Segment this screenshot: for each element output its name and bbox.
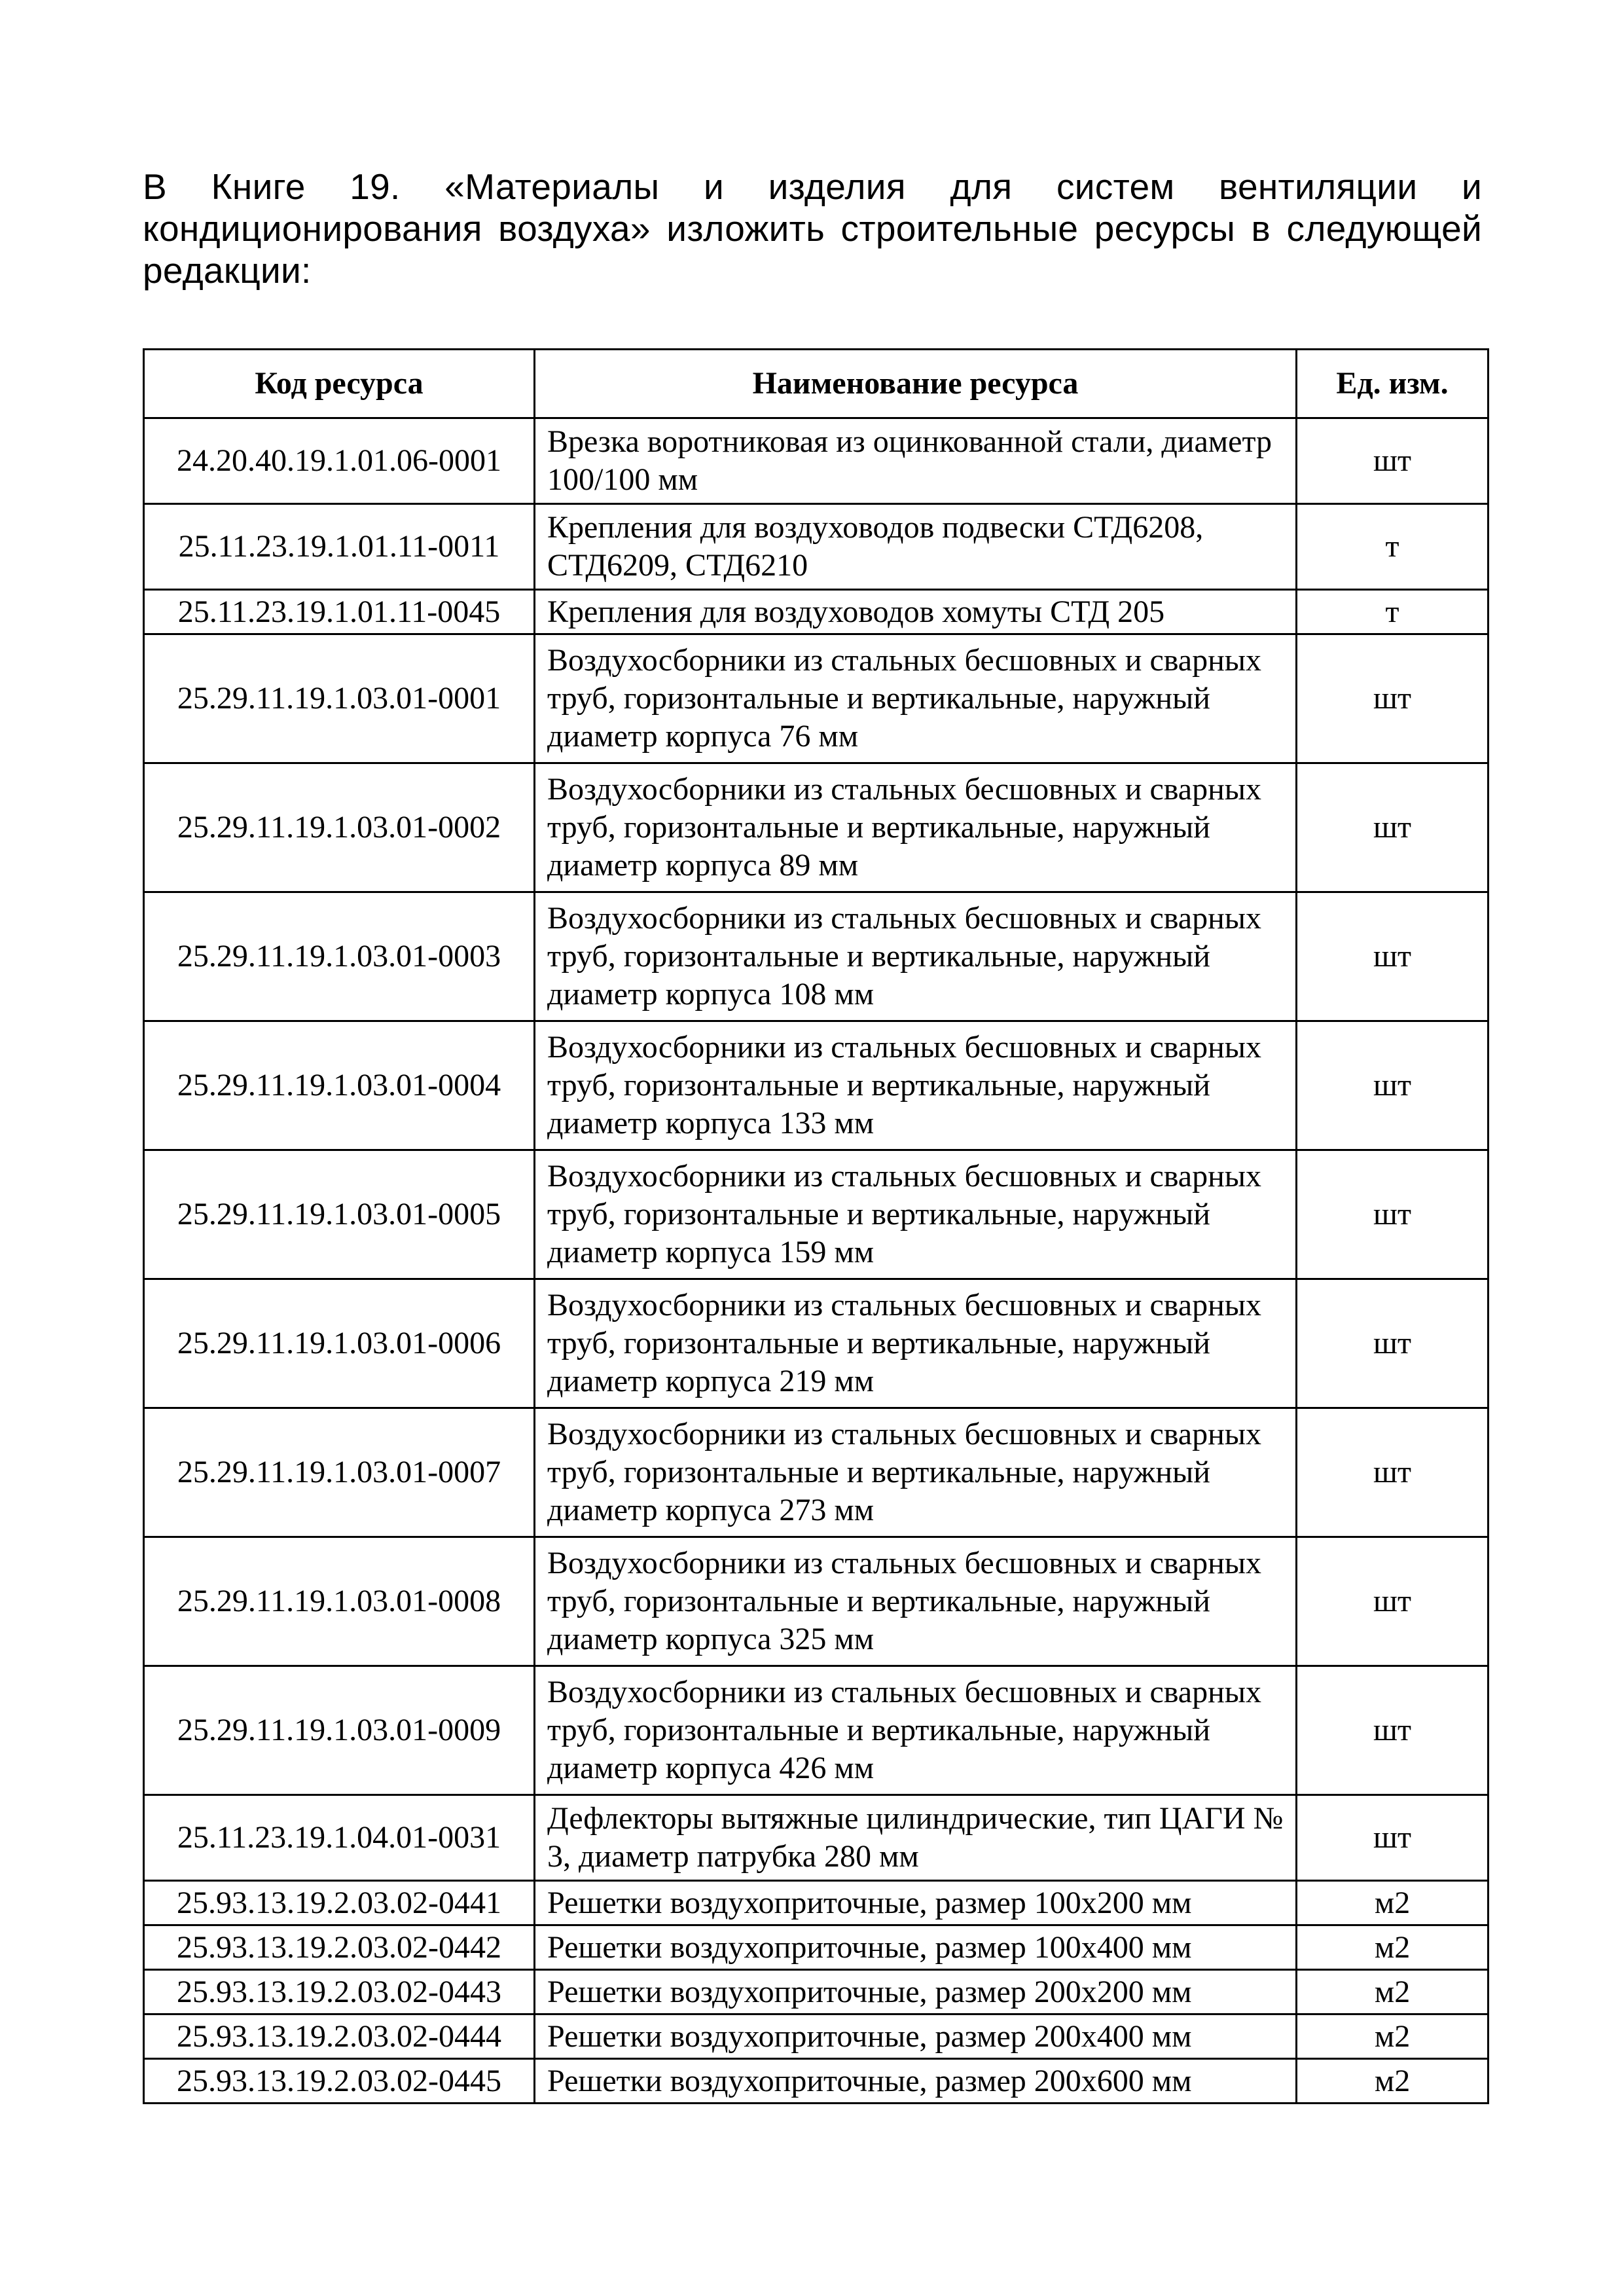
resource-code: 25.29.11.19.1.03.01-0001 xyxy=(144,634,535,763)
resource-name: Решетки воздухоприточные, размер 200х200 мм xyxy=(535,1970,1297,2014)
resource-code: 25.29.11.19.1.03.01-0008 xyxy=(144,1537,535,1666)
resource-code: 25.93.13.19.2.03.02-0442 xyxy=(144,1925,535,1970)
resource-name: Воздухосборники из стальных бесшовных и сварных труб, горизонтальные и вертикальные, наружный диаметр корпуса 159 мм xyxy=(535,1150,1297,1279)
resource-code: 25.29.11.19.1.03.01-0002 xyxy=(144,763,535,892)
resource-name: Воздухосборники из стальных бесшовных и сварных труб, горизонтальные и вертикальные, наружный диаметр корпуса 108 мм xyxy=(535,892,1297,1021)
table-row xyxy=(144,892,1489,1021)
resource-code: 25.29.11.19.1.03.01-0007 xyxy=(144,1408,535,1537)
resource-name: Крепления для воздуховодов хомуты СТД 205 xyxy=(535,590,1297,634)
resource-name: Крепления для воздуховодов подвески СТД6208, СТД6209, СТД6210 xyxy=(535,504,1297,590)
resource-code: 25.29.11.19.1.03.01-0006 xyxy=(144,1279,535,1408)
resource-name: Воздухосборники из стальных бесшовных и сварных труб, горизонтальные и вертикальные, наружный диаметр корпуса 273 мм xyxy=(535,1408,1297,1537)
resource-unit: шт xyxy=(1297,418,1489,504)
table-row xyxy=(144,590,1489,634)
table-row xyxy=(144,1666,1489,1795)
resource-name: Решетки воздухоприточные, размер 200х400 мм xyxy=(535,2014,1297,2059)
resource-unit: шт xyxy=(1297,1279,1489,1408)
table-row xyxy=(144,1925,1489,1970)
resource-code: 25.29.11.19.1.03.01-0004 xyxy=(144,1021,535,1150)
resource-unit: м2 xyxy=(1297,2014,1489,2059)
table-row xyxy=(144,1537,1489,1666)
resource-name: Дефлекторы вытяжные цилиндрические, тип ЦАГИ № 3, диаметр патрубка 280 мм xyxy=(535,1795,1297,1881)
resource-name: Воздухосборники из стальных бесшовных и сварных труб, горизонтальные и вертикальные, наружный диаметр корпуса 426 мм xyxy=(535,1666,1297,1795)
resource-name: Решетки воздухоприточные, размер 100х400 мм xyxy=(535,1925,1297,1970)
table-row xyxy=(144,1881,1489,1925)
table-row xyxy=(144,1408,1489,1537)
resource-unit: т xyxy=(1297,590,1489,634)
resource-code: 25.93.13.19.2.03.02-0445 xyxy=(144,2059,535,2104)
table-row xyxy=(144,1279,1489,1408)
resource-name: Воздухосборники из стальных бесшовных и сварных труб, горизонтальные и вертикальные, наружный диаметр корпуса 133 мм xyxy=(535,1021,1297,1150)
resource-unit: шт xyxy=(1297,634,1489,763)
resource-unit: шт xyxy=(1297,1795,1489,1881)
resource-code: 25.29.11.19.1.03.01-0009 xyxy=(144,1666,535,1795)
table-row xyxy=(144,1150,1489,1279)
resource-unit: шт xyxy=(1297,1666,1489,1795)
resource-unit: м2 xyxy=(1297,2059,1489,2104)
resource-code: 24.20.40.19.1.01.06-0001 xyxy=(144,418,535,504)
resources-table xyxy=(143,348,1489,2104)
resource-name: Воздухосборники из стальных бесшовных и сварных труб, горизонтальные и вертикальные, наружный диаметр корпуса 219 мм xyxy=(535,1279,1297,1408)
table-row xyxy=(144,763,1489,892)
resource-unit: м2 xyxy=(1297,1925,1489,1970)
resource-unit: т xyxy=(1297,504,1489,590)
resource-name: Воздухосборники из стальных бесшовных и сварных труб, горизонтальные и вертикальные, наружный диаметр корпуса 76 мм xyxy=(535,634,1297,763)
resource-name: Воздухосборники из стальных бесшовных и сварных труб, горизонтальные и вертикальные, наружный диаметр корпуса 89 мм xyxy=(535,763,1297,892)
resource-code: 25.93.13.19.2.03.02-0444 xyxy=(144,2014,535,2059)
table-row xyxy=(144,418,1489,504)
resource-code: 25.11.23.19.1.04.01-0031 xyxy=(144,1795,535,1881)
resource-name: Воздухосборники из стальных бесшовных и сварных труб, горизонтальные и вертикальные, наружный диаметр корпуса 325 мм xyxy=(535,1537,1297,1666)
resource-name: Решетки воздухоприточные, размер 100х200 мм xyxy=(535,1881,1297,1925)
resource-unit: шт xyxy=(1297,892,1489,1021)
resource-name: Врезка воротниковая из оцинкованной стали, диаметр 100/100 мм xyxy=(535,418,1297,504)
table-row xyxy=(144,1795,1489,1881)
intro-paragraph: В Книге 19. «Материалы и изделия для систем вентиляции и кондиционирования воздуха» изложить строительные ресурсы в следующей редакции: xyxy=(143,166,1482,291)
resource-code: 25.93.13.19.2.03.02-0441 xyxy=(144,1881,535,1925)
header-code: Код ресурса xyxy=(144,350,535,418)
resource-code: 25.29.11.19.1.03.01-0005 xyxy=(144,1150,535,1279)
table-row xyxy=(144,2014,1489,2059)
resource-code: 25.11.23.19.1.01.11-0045 xyxy=(144,590,535,634)
table-row xyxy=(144,1021,1489,1150)
resource-name: Решетки воздухоприточные, размер 200х600 мм xyxy=(535,2059,1297,2104)
resource-unit: м2 xyxy=(1297,1881,1489,1925)
table-row xyxy=(144,634,1489,763)
table-row xyxy=(144,2059,1489,2104)
header-name: Наименование ресурса xyxy=(535,350,1297,418)
header-unit: Ед. изм. xyxy=(1297,350,1489,418)
resource-unit: шт xyxy=(1297,763,1489,892)
resource-unit: м2 xyxy=(1297,1970,1489,2014)
resource-unit: шт xyxy=(1297,1150,1489,1279)
resource-code: 25.29.11.19.1.03.01-0003 xyxy=(144,892,535,1021)
resource-unit: шт xyxy=(1297,1537,1489,1666)
table-row xyxy=(144,504,1489,590)
table-header-row xyxy=(144,350,1489,418)
resource-unit: шт xyxy=(1297,1021,1489,1150)
resource-code: 25.11.23.19.1.01.11-0011 xyxy=(144,504,535,590)
table-row xyxy=(144,1970,1489,2014)
resource-unit: шт xyxy=(1297,1408,1489,1537)
resource-code: 25.93.13.19.2.03.02-0443 xyxy=(144,1970,535,2014)
